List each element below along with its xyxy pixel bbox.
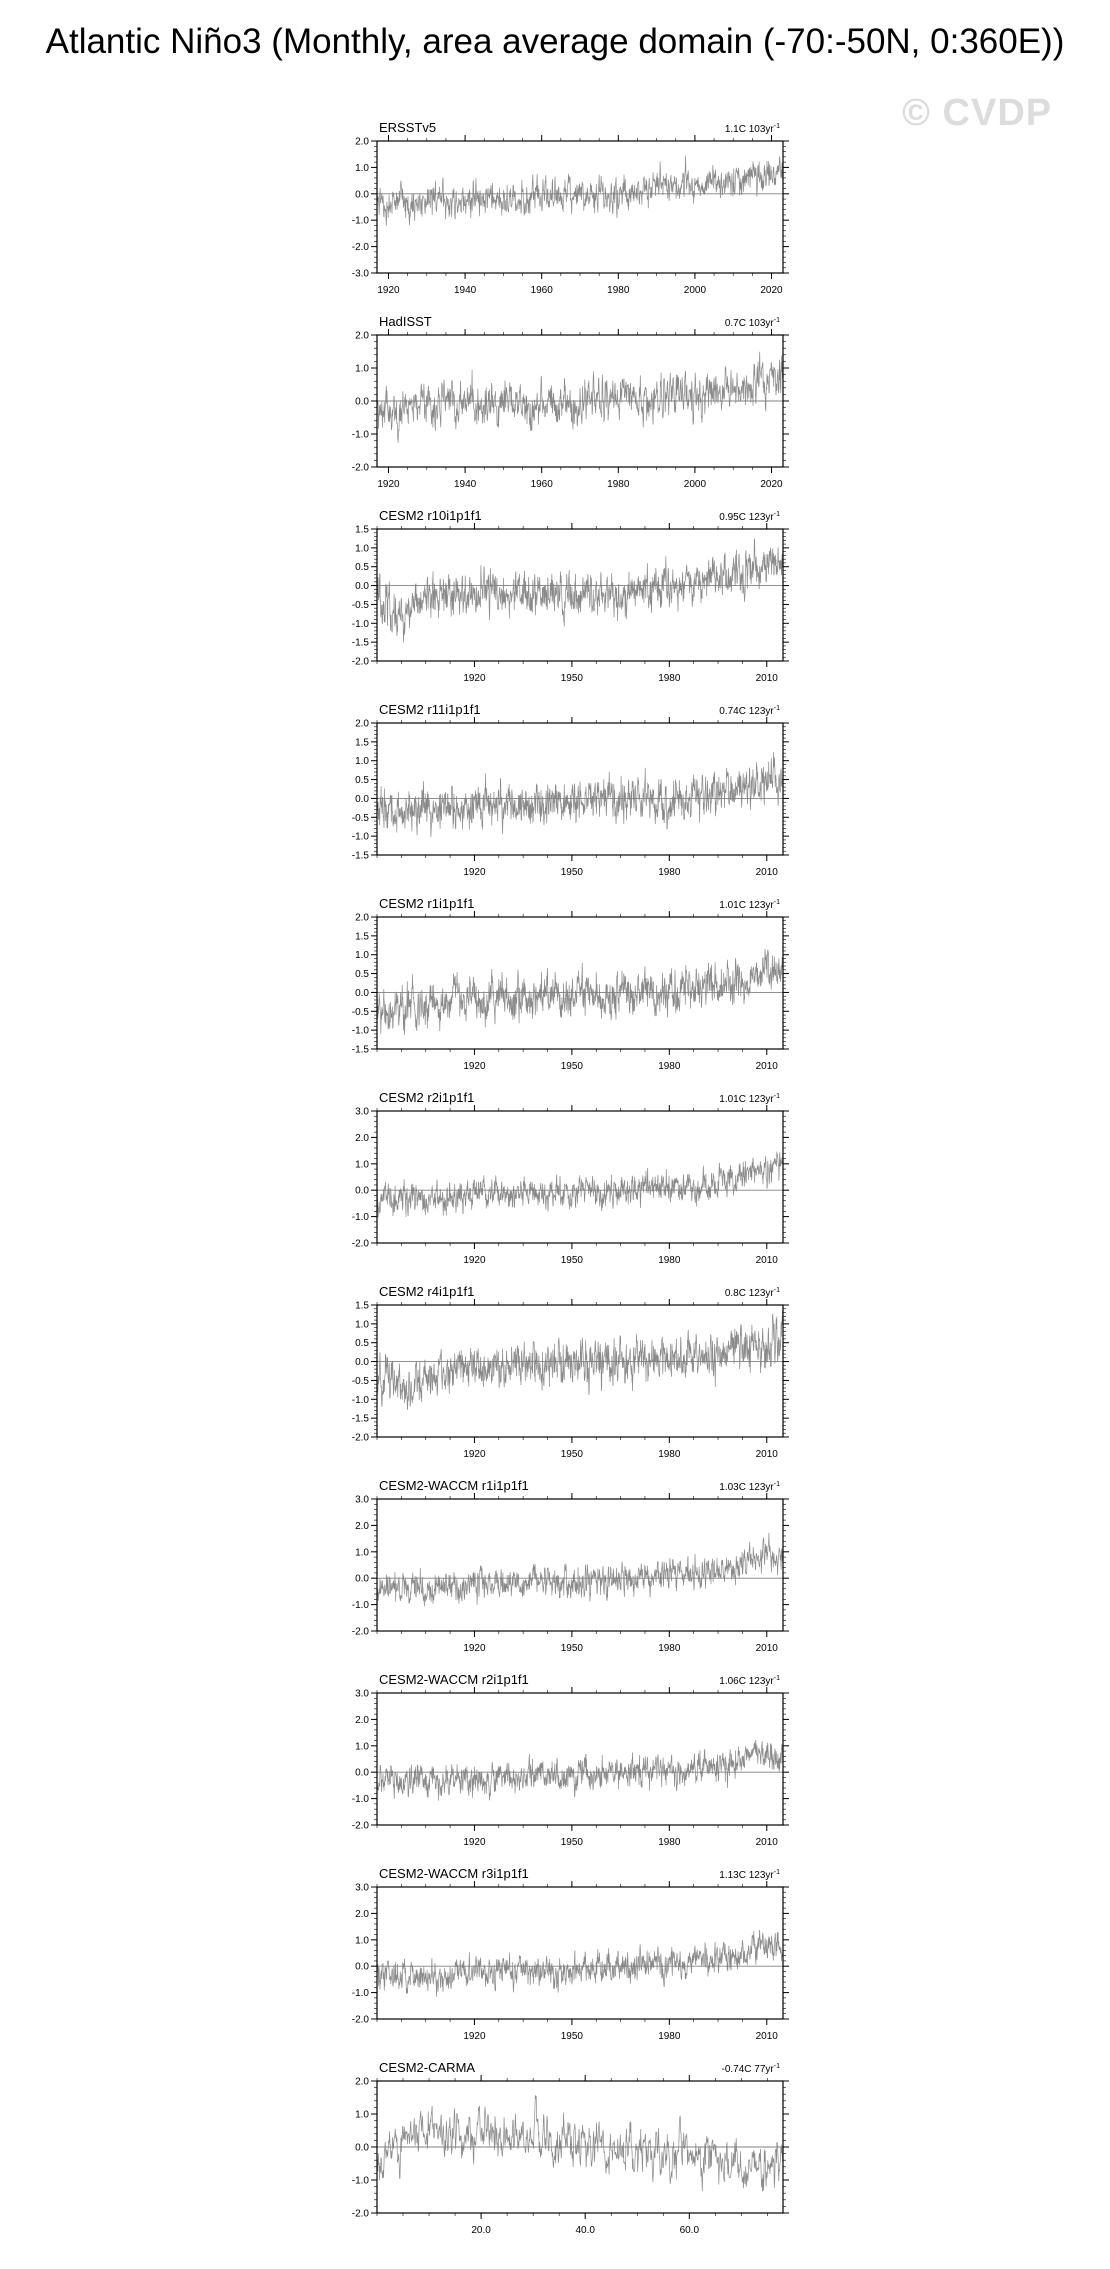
x-tick-label: 1950 — [560, 1643, 584, 1654]
y-tick-label: 1.0 — [355, 2109, 369, 2121]
trend-value: 0.7C 103yr — [724, 318, 774, 329]
trend-label — [719, 1093, 780, 1105]
chart-panel — [352, 1672, 789, 1848]
y-tick-label: -2.0 — [351, 1432, 369, 1444]
y-tick-label: -1.0 — [351, 429, 369, 441]
series-line — [377, 539, 783, 643]
trend-exponent: -1 — [773, 123, 780, 130]
y-tick-label: 1.5 — [355, 524, 369, 536]
y-tick-label: -1.5 — [351, 637, 369, 649]
y-tick-label: -1.0 — [351, 1025, 369, 1037]
x-tick-label: 2010 — [755, 867, 778, 878]
trend-exponent: -1 — [773, 1675, 780, 1682]
x-tick-label: 1920 — [463, 1643, 486, 1654]
x-tick-label: 1950 — [560, 1255, 584, 1266]
trend-exponent: -1 — [773, 317, 780, 324]
y-tick-label: -0.5 — [351, 1006, 369, 1018]
x-tick-label: 1980 — [658, 2031, 681, 2042]
y-tick-label: -2.0 — [351, 2208, 369, 2220]
panel-title: HadISST — [379, 314, 432, 329]
x-tick-label: 2010 — [755, 1643, 778, 1654]
y-tick-label: -2.0 — [351, 1820, 369, 1832]
y-tick-label: -1.0 — [351, 1212, 369, 1224]
trend-exponent: -1 — [773, 899, 780, 906]
y-tick-label: 3.0 — [355, 1882, 369, 1894]
x-tick-label: 1950 — [560, 867, 584, 878]
x-tick-label: 1920 — [463, 1061, 486, 1072]
x-tick-label: 1920 — [463, 673, 486, 684]
plot-frame — [377, 917, 783, 1049]
trend-label — [725, 1287, 780, 1299]
y-tick-label: 1.0 — [355, 950, 369, 962]
trend-value: 1.01C 123yr — [719, 1094, 774, 1105]
y-tick-label: -1.5 — [351, 850, 369, 862]
trend-label — [719, 1481, 780, 1493]
y-tick-label: 0.5 — [355, 562, 369, 574]
y-tick-label: 1.0 — [355, 1319, 369, 1331]
y-tick-label: -2.0 — [351, 1238, 369, 1250]
y-tick-label: 0.0 — [355, 1185, 369, 1197]
x-tick-label: 1950 — [560, 1061, 584, 1072]
y-tick-label: -2.0 — [351, 656, 369, 668]
y-tick-label: -1.0 — [351, 215, 369, 227]
x-tick-label: 1950 — [560, 1449, 584, 1460]
trend-value: 1.01C 123yr — [719, 900, 774, 911]
series-line — [377, 1152, 783, 1218]
y-tick-label: 1.0 — [355, 1935, 369, 1947]
y-tick-label: 1.5 — [355, 1300, 369, 1312]
y-tick-label: -1.0 — [351, 831, 369, 843]
x-tick-label: 1980 — [658, 1643, 681, 1654]
trend-label — [725, 123, 780, 135]
y-tick-label: 0.5 — [355, 969, 369, 981]
x-tick-label: 1980 — [658, 867, 681, 878]
panel-title: CESM2 r10i1p1f1 — [379, 508, 482, 523]
series-line — [377, 1310, 783, 1410]
trend-exponent: -1 — [773, 511, 780, 518]
trend-exponent: -1 — [773, 1481, 780, 1488]
x-tick-label: 1920 — [463, 1837, 486, 1848]
chart-panel — [352, 896, 789, 1072]
x-tick-label: 2000 — [683, 285, 707, 296]
y-tick-label: 2.0 — [355, 330, 369, 342]
trend-value: -0.74C 77yr — [721, 2064, 774, 2075]
trend-exponent: -1 — [773, 1287, 780, 1294]
x-tick-label: 40.0 — [575, 2225, 595, 2236]
series-line — [377, 352, 783, 443]
y-tick-label: -1.0 — [351, 1794, 369, 1806]
x-tick-label: 1920 — [377, 285, 400, 296]
y-tick-label: 0.0 — [355, 987, 369, 999]
y-tick-label: 1.0 — [355, 1741, 369, 1753]
x-tick-label: 1920 — [463, 1255, 486, 1266]
y-tick-label: -1.0 — [351, 2175, 369, 2187]
y-tick-label: -1.0 — [351, 1600, 369, 1612]
x-tick-label: 2000 — [683, 479, 707, 490]
trend-exponent: -1 — [773, 705, 780, 712]
series-line — [377, 156, 783, 226]
y-tick-label: 1.0 — [355, 162, 369, 174]
panel-title: CESM2-CARMA — [379, 2060, 476, 2075]
panel-title: ERSSTv5 — [379, 120, 437, 135]
y-tick-label: -0.5 — [351, 599, 369, 611]
x-tick-label: 1920 — [463, 867, 486, 878]
y-tick-label: -2.0 — [351, 462, 369, 474]
y-tick-label: 2.0 — [355, 1132, 369, 1144]
trend-label — [719, 511, 780, 523]
panel-title: CESM2 r2i1p1f1 — [379, 1090, 475, 1105]
trend-exponent: -1 — [773, 1869, 780, 1876]
panel-title: CESM2-WACCM r3i1p1f1 — [379, 1866, 529, 1881]
x-tick-label: 2010 — [755, 1837, 778, 1848]
x-tick-label: 1980 — [658, 1061, 681, 1072]
series-line — [377, 1740, 783, 1801]
chart-panel — [352, 1866, 789, 2042]
series-line — [377, 949, 783, 1035]
x-tick-label: 1950 — [560, 2031, 584, 2042]
x-tick-label: 1950 — [560, 1837, 584, 1848]
x-tick-label: 2020 — [760, 479, 783, 490]
y-tick-label: -3.0 — [351, 268, 369, 280]
y-tick-label: 3.0 — [355, 1688, 369, 1700]
panel-title: CESM2-WACCM r1i1p1f1 — [379, 1478, 529, 1493]
trend-value: 1.13C 123yr — [719, 1870, 774, 1881]
trend-value: 0.74C 123yr — [719, 706, 774, 717]
y-tick-label: 3.0 — [355, 1106, 369, 1118]
x-tick-label: 1960 — [530, 479, 553, 490]
x-tick-label: 1980 — [658, 1837, 681, 1848]
x-tick-label: 60.0 — [679, 2225, 700, 2236]
y-tick-label: 2.0 — [355, 912, 369, 924]
trend-value: 1.06C 123yr — [719, 1676, 774, 1687]
page-title: Atlantic Niño3 (Monthly, area average domain (-70:-50N, 0:360E)) — [45, 22, 1065, 61]
chart-panel — [352, 1478, 789, 1654]
x-tick-label: 1980 — [658, 1255, 681, 1266]
trend-value: 1.1C 103yr — [724, 124, 774, 135]
panel-title: CESM2 r1i1p1f1 — [379, 896, 475, 911]
x-tick-label: 1980 — [607, 285, 630, 296]
x-tick-label: 1920 — [463, 2031, 486, 2042]
panel-title: CESM2 r11i1p1f1 — [379, 702, 481, 717]
y-tick-label: 1.0 — [355, 1547, 369, 1559]
x-tick-label: 20.0 — [471, 2225, 491, 2236]
chart-panel — [352, 2060, 789, 2236]
y-tick-label: 0.0 — [355, 1961, 369, 1973]
trend-exponent: -1 — [773, 2063, 780, 2070]
y-tick-label: 0.0 — [355, 581, 369, 593]
series-line — [377, 2095, 783, 2191]
panel-title: CESM2-WACCM r2i1p1f1 — [379, 1672, 529, 1687]
y-tick-label: -2.0 — [351, 242, 369, 254]
y-tick-label: 2.0 — [355, 1908, 369, 1920]
chart-panel — [352, 1284, 789, 1460]
y-tick-label: 2.0 — [355, 2076, 369, 2088]
y-tick-label: -1.5 — [351, 1413, 369, 1425]
trend-label — [719, 1869, 780, 1881]
x-tick-label: 2010 — [755, 1255, 778, 1266]
trend-label — [719, 1675, 780, 1687]
y-tick-label: 0.0 — [355, 2142, 369, 2154]
chart-panel — [352, 120, 789, 296]
y-tick-label: 0.5 — [355, 775, 369, 787]
x-tick-label: 1960 — [530, 285, 553, 296]
trend-label — [719, 705, 780, 717]
y-tick-label: 2.0 — [355, 136, 369, 148]
trend-value: 0.8C 123yr — [724, 1288, 774, 1299]
chart-panel — [352, 1090, 789, 1266]
y-tick-label: 1.0 — [355, 543, 369, 555]
y-tick-label: 0.0 — [355, 1357, 369, 1369]
trend-value: 1.03C 123yr — [719, 1482, 774, 1493]
x-tick-label: 2010 — [755, 1449, 778, 1460]
x-tick-label: 1980 — [607, 479, 630, 490]
trend-label — [719, 899, 780, 911]
y-tick-label: 1.5 — [355, 931, 369, 943]
series-line — [377, 1533, 783, 1606]
x-tick-label: 2020 — [760, 285, 783, 296]
y-tick-label: 0.0 — [355, 396, 369, 408]
y-tick-label: 3.0 — [355, 1494, 369, 1506]
y-tick-label: -1.0 — [351, 618, 369, 630]
chart-panel — [352, 508, 789, 684]
y-tick-label: 1.0 — [355, 1159, 369, 1171]
watermark: © CVDP — [902, 92, 1053, 134]
y-tick-label: -1.5 — [351, 1044, 369, 1056]
y-tick-label: 2.0 — [355, 718, 369, 730]
trend-value: 0.95C 123yr — [719, 512, 774, 523]
plot-frame — [377, 141, 783, 273]
trend-label — [722, 2063, 781, 2075]
y-tick-label: -0.5 — [351, 1375, 369, 1387]
y-tick-label: -1.0 — [351, 1394, 369, 1406]
y-tick-label: -2.0 — [351, 1626, 369, 1638]
x-tick-label: 1920 — [377, 479, 400, 490]
trend-label — [725, 317, 780, 329]
x-tick-label: 2010 — [755, 2031, 778, 2042]
y-tick-label: 2.0 — [355, 1714, 369, 1726]
y-tick-label: 1.0 — [355, 363, 369, 375]
series-line — [377, 1930, 783, 1996]
y-tick-label: 0.0 — [355, 793, 369, 805]
y-tick-label: 0.5 — [355, 1338, 369, 1350]
plot-frame — [377, 1499, 783, 1631]
chart-panel — [352, 314, 789, 490]
y-tick-label: 0.0 — [355, 189, 369, 201]
plot-frame — [377, 1887, 783, 2019]
y-tick-label: 1.5 — [355, 737, 369, 749]
panel-title: CESM2 r4i1p1f1 — [379, 1284, 475, 1299]
x-tick-label: 1940 — [453, 285, 477, 296]
x-tick-label: 1950 — [560, 673, 584, 684]
x-tick-label: 2010 — [755, 673, 778, 684]
y-tick-label: 0.0 — [355, 1767, 369, 1779]
x-tick-label: 1920 — [463, 1449, 486, 1460]
y-tick-label: 1.0 — [355, 756, 369, 768]
y-tick-label: 2.0 — [355, 1520, 369, 1532]
trend-exponent: -1 — [773, 1093, 780, 1100]
y-tick-label: -1.0 — [351, 1988, 369, 2000]
series-line — [377, 752, 783, 837]
x-tick-label: 2010 — [755, 1061, 778, 1072]
chart-panel — [352, 702, 789, 878]
x-tick-label: 1980 — [658, 1449, 681, 1460]
x-tick-label: 1940 — [453, 479, 477, 490]
y-tick-label: -2.0 — [351, 2014, 369, 2026]
y-tick-label: -0.5 — [351, 812, 369, 824]
y-tick-label: 0.0 — [355, 1573, 369, 1585]
x-tick-label: 1980 — [658, 673, 681, 684]
